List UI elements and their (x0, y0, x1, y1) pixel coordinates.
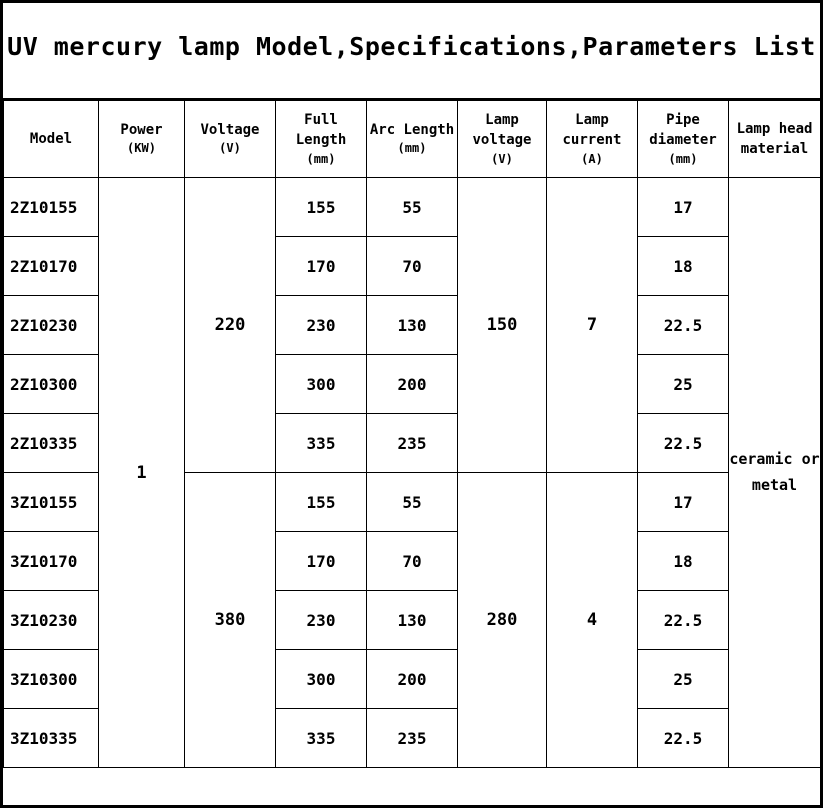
cell-model: 2Z10300 (4, 355, 99, 414)
column-header-lamp-current-unit: (A) (581, 151, 603, 166)
column-header-voltage-label: Voltage (200, 122, 260, 139)
cell-model: 3Z10335 (4, 709, 99, 768)
cell-model: 3Z10155 (4, 473, 99, 532)
cell-arc-length: 55 (367, 178, 458, 237)
cell-arc-length: 130 (367, 591, 458, 650)
cell-pipe-diameter: 22.5 (638, 709, 729, 768)
cell-pipe-diameter: 22.5 (638, 414, 729, 473)
cell-full-length: 230 (276, 296, 367, 355)
column-header-power-label: Power (120, 122, 163, 139)
column-header-arc-length-label: Arc Length (369, 122, 455, 139)
column-header-power (99, 101, 185, 178)
column-header-full-length-label: Full Length (295, 112, 347, 149)
cell-model: 2Z10155 (4, 178, 99, 237)
column-header-voltage-unit: (V) (219, 141, 241, 156)
cell-model: 3Z10230 (4, 591, 99, 650)
cell-full-length: 300 (276, 355, 367, 414)
cell-pipe-diameter: 22.5 (638, 296, 729, 355)
cell-pipe-diameter: 25 (638, 355, 729, 414)
column-header-lamp-current-label: Lamp current (562, 112, 622, 149)
parameters-table (3, 100, 821, 768)
column-header-pipe-diameter-unit: (mm) (668, 151, 698, 166)
cell-arc-length: 200 (367, 355, 458, 414)
column-header-pipe-diameter-label: Pipe diameter (649, 112, 717, 149)
cell-arc-length: 130 (367, 296, 458, 355)
cell-voltage-group-2: 380 (185, 473, 276, 768)
cell-full-length: 155 (276, 178, 367, 237)
table-header-row (4, 101, 821, 178)
cell-arc-length: 200 (367, 650, 458, 709)
column-header-power-unit: (KW) (127, 141, 156, 156)
cell-arc-length: 55 (367, 473, 458, 532)
cell-model: 2Z10335 (4, 414, 99, 473)
column-header-lamp-current (547, 101, 638, 178)
cell-arc-length: 235 (367, 709, 458, 768)
column-header-model-label: Model (29, 130, 73, 147)
cell-model: 2Z10170 (4, 237, 99, 296)
cell-full-length: 300 (276, 650, 367, 709)
cell-arc-length: 70 (367, 237, 458, 296)
cell-pipe-diameter: 18 (638, 532, 729, 591)
cell-lamp-voltage-group-2: 280 (458, 473, 547, 768)
column-header-arc-length-unit: (mm) (397, 141, 427, 156)
cell-lamp-current-group-2: 4 (547, 473, 638, 768)
cell-pipe-diameter: 17 (638, 178, 729, 237)
table-header (4, 101, 821, 178)
cell-model: 3Z10300 (4, 650, 99, 709)
column-header-lamp-head-material-label: Lamp head material (736, 120, 813, 157)
column-header-voltage (185, 101, 276, 178)
cell-lamp-current-group-1: 7 (547, 178, 638, 473)
column-header-lamp-head-material (729, 101, 821, 178)
cell-arc-length: 235 (367, 414, 458, 473)
cell-voltage-group-1: 220 (185, 178, 276, 473)
cell-full-length: 335 (276, 709, 367, 768)
cell-full-length: 230 (276, 591, 367, 650)
cell-pipe-diameter: 17 (638, 473, 729, 532)
column-header-pipe-diameter (638, 101, 729, 178)
cell-model: 3Z10170 (4, 532, 99, 591)
cell-full-length: 335 (276, 414, 367, 473)
column-header-lamp-voltage (458, 101, 547, 178)
cell-lamp-voltage-group-1: 150 (458, 178, 547, 473)
column-header-full-length-unit: (mm) (306, 151, 336, 166)
table-body (4, 178, 821, 768)
column-header-model (4, 101, 99, 178)
cell-pipe-diameter: 22.5 (638, 591, 729, 650)
cell-full-length: 170 (276, 532, 367, 591)
cell-full-length: 170 (276, 237, 367, 296)
column-header-lamp-voltage-unit: (V) (491, 151, 513, 166)
cell-pipe-diameter: 18 (638, 237, 729, 296)
cell-power: 1 (99, 178, 185, 768)
page-title: UV mercury lamp Model,Specifications,Parameters List (3, 3, 820, 100)
cell-pipe-diameter: 25 (638, 650, 729, 709)
cell-lamp-head-material: ceramic or metal (729, 178, 821, 768)
cell-model: 2Z10230 (4, 296, 99, 355)
column-header-arc-length (367, 101, 458, 178)
cell-arc-length: 70 (367, 532, 458, 591)
column-header-lamp-voltage-label: Lamp voltage (472, 112, 532, 149)
column-header-full-length (276, 101, 367, 178)
table-row (4, 178, 821, 237)
cell-full-length: 155 (276, 473, 367, 532)
